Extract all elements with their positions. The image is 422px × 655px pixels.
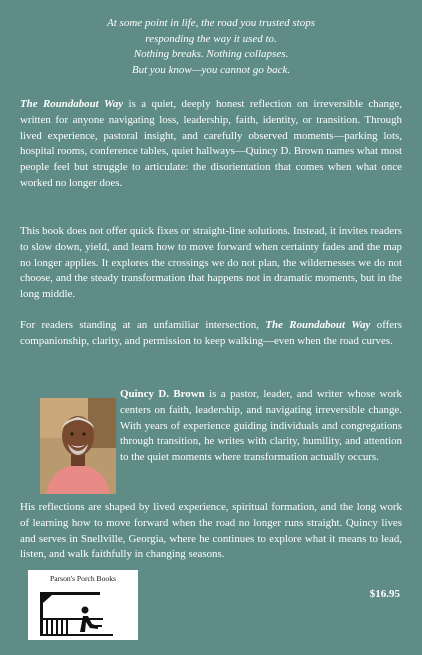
description-paragraph-1: [20, 97, 402, 192]
epigraph-line: But you know—you cannot go back.: [131, 63, 291, 76]
description-text: is a quiet, deeply honest reflection on irreversible change, written for anyone navigating loss, leadership, faith, identity, or transition. Through lived experience, pastoral insight, and carefully observed moments—parking lots, hospital rooms, conference tables, quiet hallways—Quincy D. Brown names what most people feel but struggle to articulate: the disorientation that comes when what once worked no longer does.: [20, 98, 402, 189]
publisher-logo: [28, 570, 138, 640]
price: $16.95: [369, 588, 400, 600]
book-title: The Roundabout Way: [265, 319, 371, 331]
author-bio: [120, 387, 402, 466]
author-name: Quincy D. Brown: [120, 388, 205, 400]
publisher-name: Parson's Porch Books: [50, 574, 116, 583]
author-portrait-image: [40, 398, 116, 494]
description-paragraph-3: [20, 318, 402, 350]
description-text: offers companionship, clarity, and permission to keep walking—even when the road curves.: [20, 319, 402, 347]
epigraph-line: Nothing breaks. Nothing collapses.: [133, 48, 289, 61]
author-bio-continued: His reflections are shaped by lived experience, spiritual formation, and the long work of learning how to move forward when the road no longer runs straight. Quincy lives and serves in Snellville, Georgia, where he continues to explore what it means to lead, listen, and walk faithfully in changing seasons.: [20, 501, 402, 561]
author-photo: [40, 398, 116, 494]
author-bio-text: is a pastor, leader, and writer whose work centers on faith, leadership, and navigating irreversible change. With years of experience guiding individuals and congregations through transition, he writes with clarity, humility, and attention to the quiet moments where transformation actually occurs.: [120, 388, 402, 464]
epigraph-line: responding the way it used to.: [145, 32, 277, 45]
epigraph-line: At some point in life, the road you trusted stops: [107, 17, 315, 29]
book-title: The Roundabout Way: [20, 98, 124, 110]
description-text: For readers standing at an unfamiliar intersection,: [20, 319, 266, 331]
epigraph: [20, 16, 402, 78]
description-paragraph-2: This book does not offer quick fixes or straight-line solutions. Instead, it invites readers to slow down, yield, and learn how to move forward when certainty fades and the map no longer applies. It explores the crossings we do not plan, the wildernesses we do not choose, and the steady transformation that happens not in dramatic moments, but in the long middle.: [20, 225, 402, 301]
